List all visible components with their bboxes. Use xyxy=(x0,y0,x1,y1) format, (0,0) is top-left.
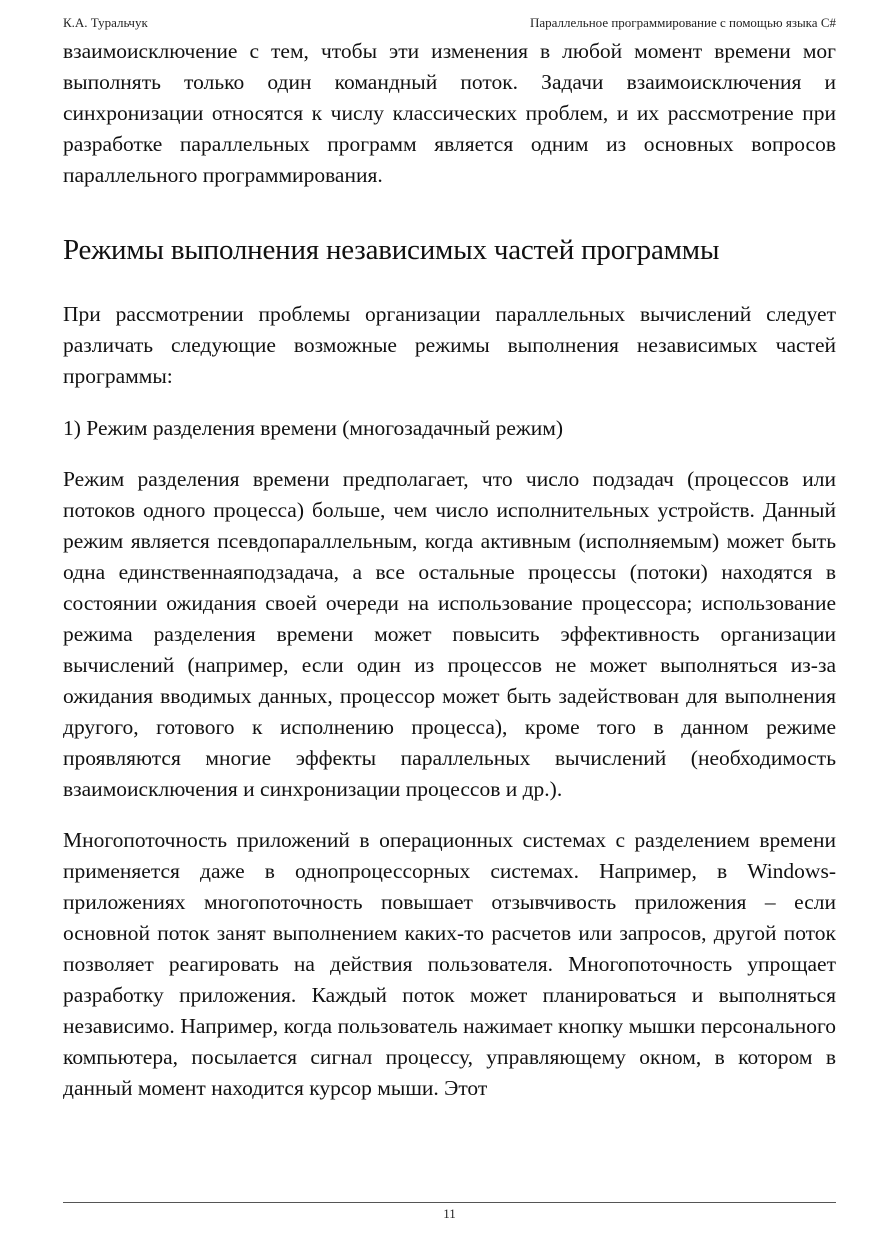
header-author: К.А. Туральчук xyxy=(63,15,148,30)
footer-divider xyxy=(63,1202,836,1203)
document-page xyxy=(63,0,836,1241)
running-header xyxy=(63,15,836,31)
multithreading-paragraph: Многопоточность приложений в операционных системах с разделением времени применяется даже в однопроцессорных системах. Например, в Windows-приложениях многопоточность повышает отзывчивость приложения – если основной поток занят выполнением каких-то расчетов или запросов, другой поток позволяет реагировать на действия пользователя. Многопоточность упрощает разработку приложения. Каждый поток может планироваться и выполняться независимо. Например, когда пользователь нажимает кнопку мышки персонального компьютера, посылается сигнал процессу, управляющему окном, в котором в данный момент находится курсор мыши. Этот xyxy=(63,828,836,1100)
page-content xyxy=(63,36,836,1104)
header-book-title: Параллельное программирование с помощью языка C# xyxy=(530,15,836,30)
time-sharing-paragraph: Режим разделения времени предполагает, что число подзадач (процессов или потоков одного процесса) больше, чем число исполнительных устройств. Данный режим является псевдопараллельным, когда активным (исполняемым) может быть одна единственнаяподзадача, а все остальные процессы (потоки) находятся в состоянии ожидания своей очереди на использование процессора; использование режима разделения времени может повысить эффективность организации вычислений (например, если один из процессов не может выполняться из-за ожидания вводимых данных, процессор может быть задействован для выполнения другого, готового к исполнению процесса), кроме того в данном режиме проявляются многие эффекты параллельных вычислений (необходимость взаимоисключения и синхронизации процессов и др.). xyxy=(63,467,836,801)
section-heading: Режимы выполнения независимых частей программы xyxy=(63,234,720,266)
page-number: 11 xyxy=(443,1206,456,1221)
intro-paragraph: При рассмотрении проблемы организации параллельных вычислений следует различать следующие возможные режимы выполнения независимых частей программы: xyxy=(63,302,836,388)
paragraph-continued: взаимоисключение с тем, чтобы эти изменения в любой момент времени мог выполнять только один командный поток. Задачи взаимоисключения и синхронизации относятся к числу классических проблем, и их рассмотрение при разработке параллельных программ является одним из основных вопросов параллельного программирования. xyxy=(63,39,836,187)
list-item-time-sharing: 1) Режим разделения времени (многозадачный режим) xyxy=(63,416,564,440)
